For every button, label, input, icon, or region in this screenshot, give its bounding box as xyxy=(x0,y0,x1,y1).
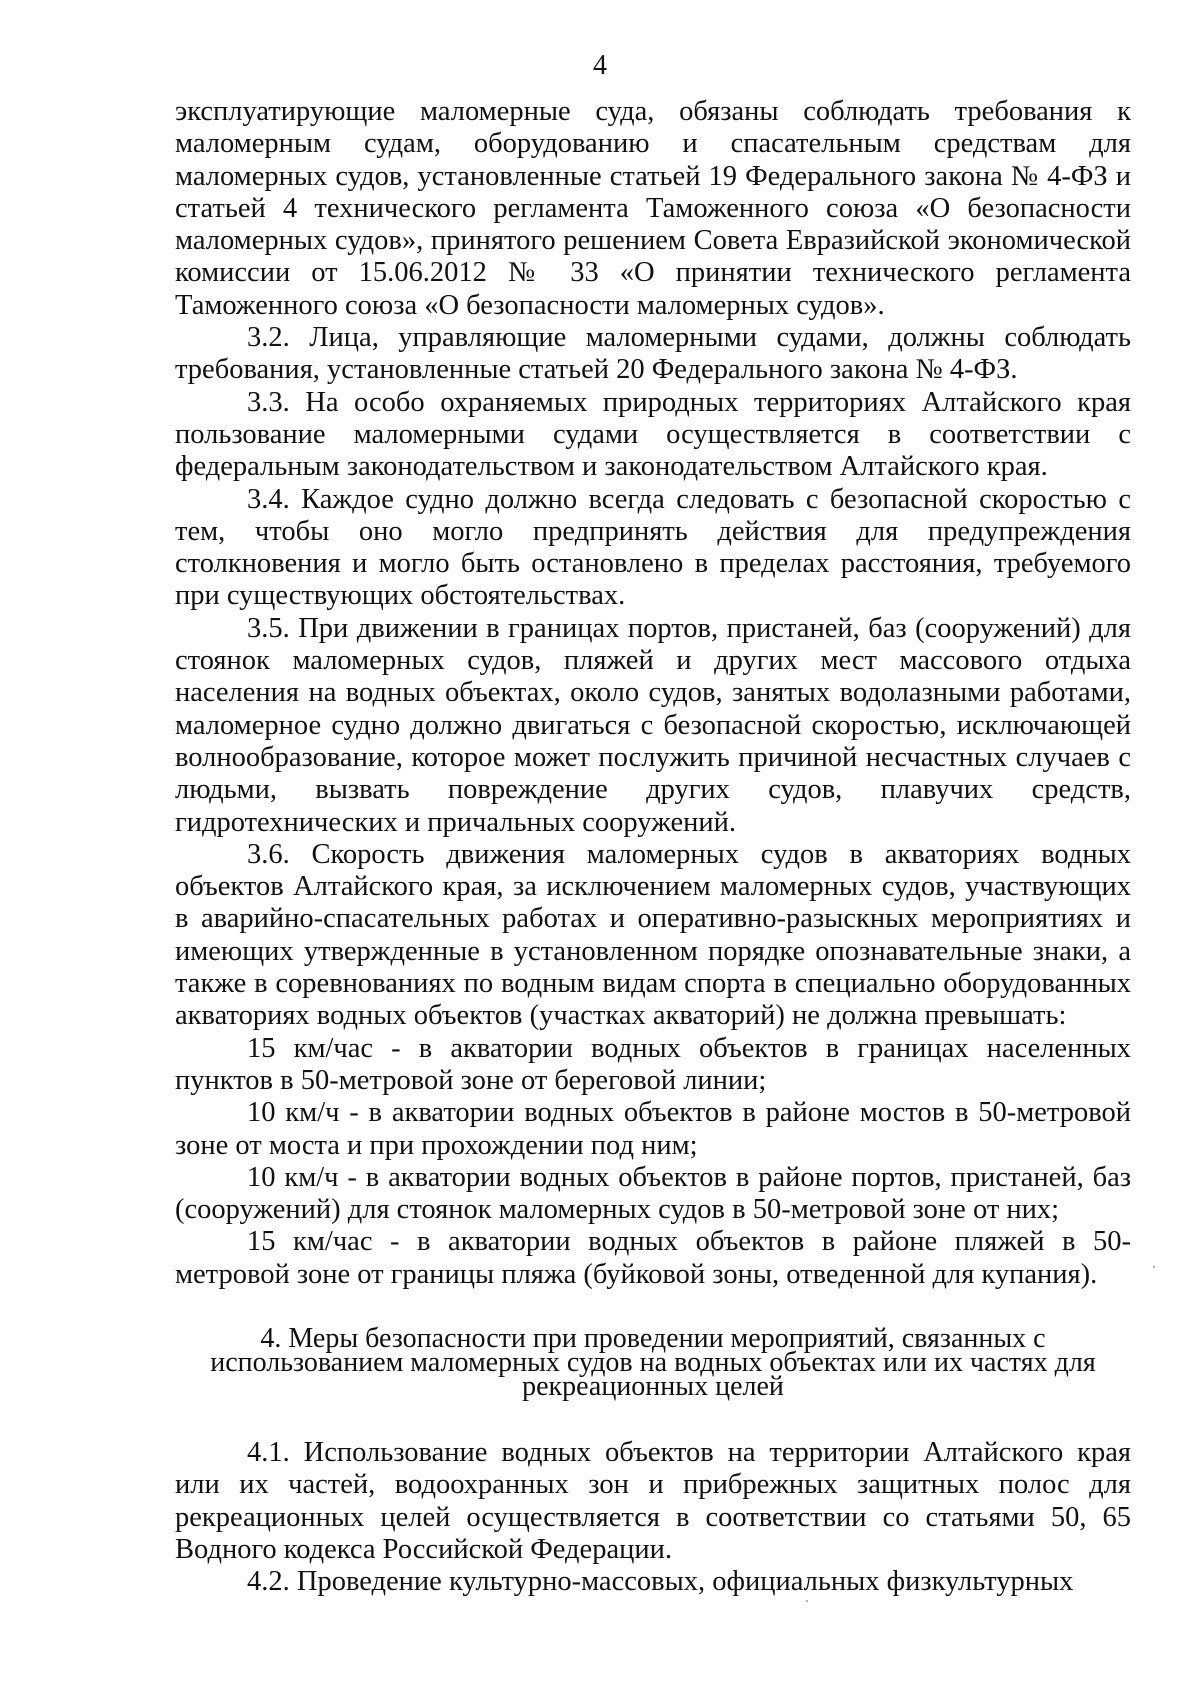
paragraph-4-1: 4.1. Использование водных объектов на территории Алтайского края или их частей, водоохранных зон и прибрежных защитных полос для рекреационных целей осуществляется в соответствии со статьями 50, 65 Водного кодекса Российской Федерации. xyxy=(175,1436,1131,1565)
paragraph-4-2: 4.2. Проведение культурно-массовых, официальных физкультурных xyxy=(247,1566,1074,1598)
speed-limit-item: 15 км/час - в акватории водных объектов в районе пляжей в 50-метровой зоне от границы пляжа (буйковой зоны, отведенной для купания). xyxy=(175,1226,1131,1290)
scan-speck xyxy=(806,1600,808,1602)
paragraph-3-1-continuation: эксплуатирующие маломерные суда, обязаны соблюдать требования к маломерным судам, оборудованию и спасательным средствам для маломерных судов, установленные статьей 19 Федерального закона № 4-ФЗ и статьей 4 технического регламента Таможенного союза «О безопасности маломерных судов», принятого решением Совета Евразийской экономической комиссии от 15.06.2012 № 33 «О принятии технического регламента Таможенного союза «О безопасности маломерных судов». xyxy=(175,96,1131,321)
speed-limit-item: 10 км/ч - в акватории водных объектов в районе мостов в 50-метровой зоне от моста и при прохождении под ним; xyxy=(175,1097,1131,1161)
paragraph-3-6: 3.6. Скорость движения маломерных судов в акваториях водных объектов Алтайского края, за исключением маломерных судов, участвующих в аварийно-спасательных работах и оперативно-разыскных мероприятиях и имеющих утвержденные в установленном порядке опознавательные знаки, а также в соревнованиях по водным видам спорта в специально оборудованных акваториях водных объектов (участках акваторий) не должна превышать: xyxy=(175,838,1131,1032)
section-4-heading: 4. Меры безопасности при проведении мероприятий, связанных с использованием маломерных судов на водных объектах или их частях для рекреационных целей xyxy=(210,1322,1096,1402)
paragraph-3-3: 3.3. На особо охраняемых природных территориях Алтайского края пользование маломерными судами осуществляется в соответствии с федеральным законодательством и законодательством Алтайского края. xyxy=(175,386,1131,483)
speed-limit-item: 15 км/час - в акватории водных объектов в границах населенных пунктов в 50-метровой зоне от береговой линии; xyxy=(175,1032,1131,1096)
paragraph-3-4: 3.4. Каждое судно должно всегда следовать с безопасной скоростью с тем, чтобы оно могло предпринять действия для предупреждения столкновения и могло быть остановлено в пределах расстояния, требуемого при существующих обстоятельствах. xyxy=(175,483,1131,612)
page-number: 4 xyxy=(593,50,607,81)
scan-speck xyxy=(1153,1266,1155,1268)
document-body xyxy=(175,96,1131,1598)
paragraph-3-5: 3.5. При движении в границах портов, пристаней, баз (сооружений) для стоянок маломерных судов, пляжей и других мест массового отдыха населения на водных объектах, около судов, занятых водолазными работами, маломерное судно должно двигаться с безопасной скоростью, исключающей волнообразование, которое может послужить причиной несчастных случаев с людьми, вызвать повреждение других судов, плавучих средств, гидротехнических и причальных сооружений. xyxy=(175,612,1131,838)
speed-limit-item: 10 км/ч - в акватории водных объектов в районе портов, пристаней, баз (сооружений) для стоянок маломерных судов в 50-метровой зоне от них; xyxy=(175,1161,1131,1226)
paragraph-3-2: 3.2. Лица, управляющие маломерными судами, должны соблюдать требования, установленные статьей 20 Федерального закона № 4-ФЗ. xyxy=(175,322,1131,386)
